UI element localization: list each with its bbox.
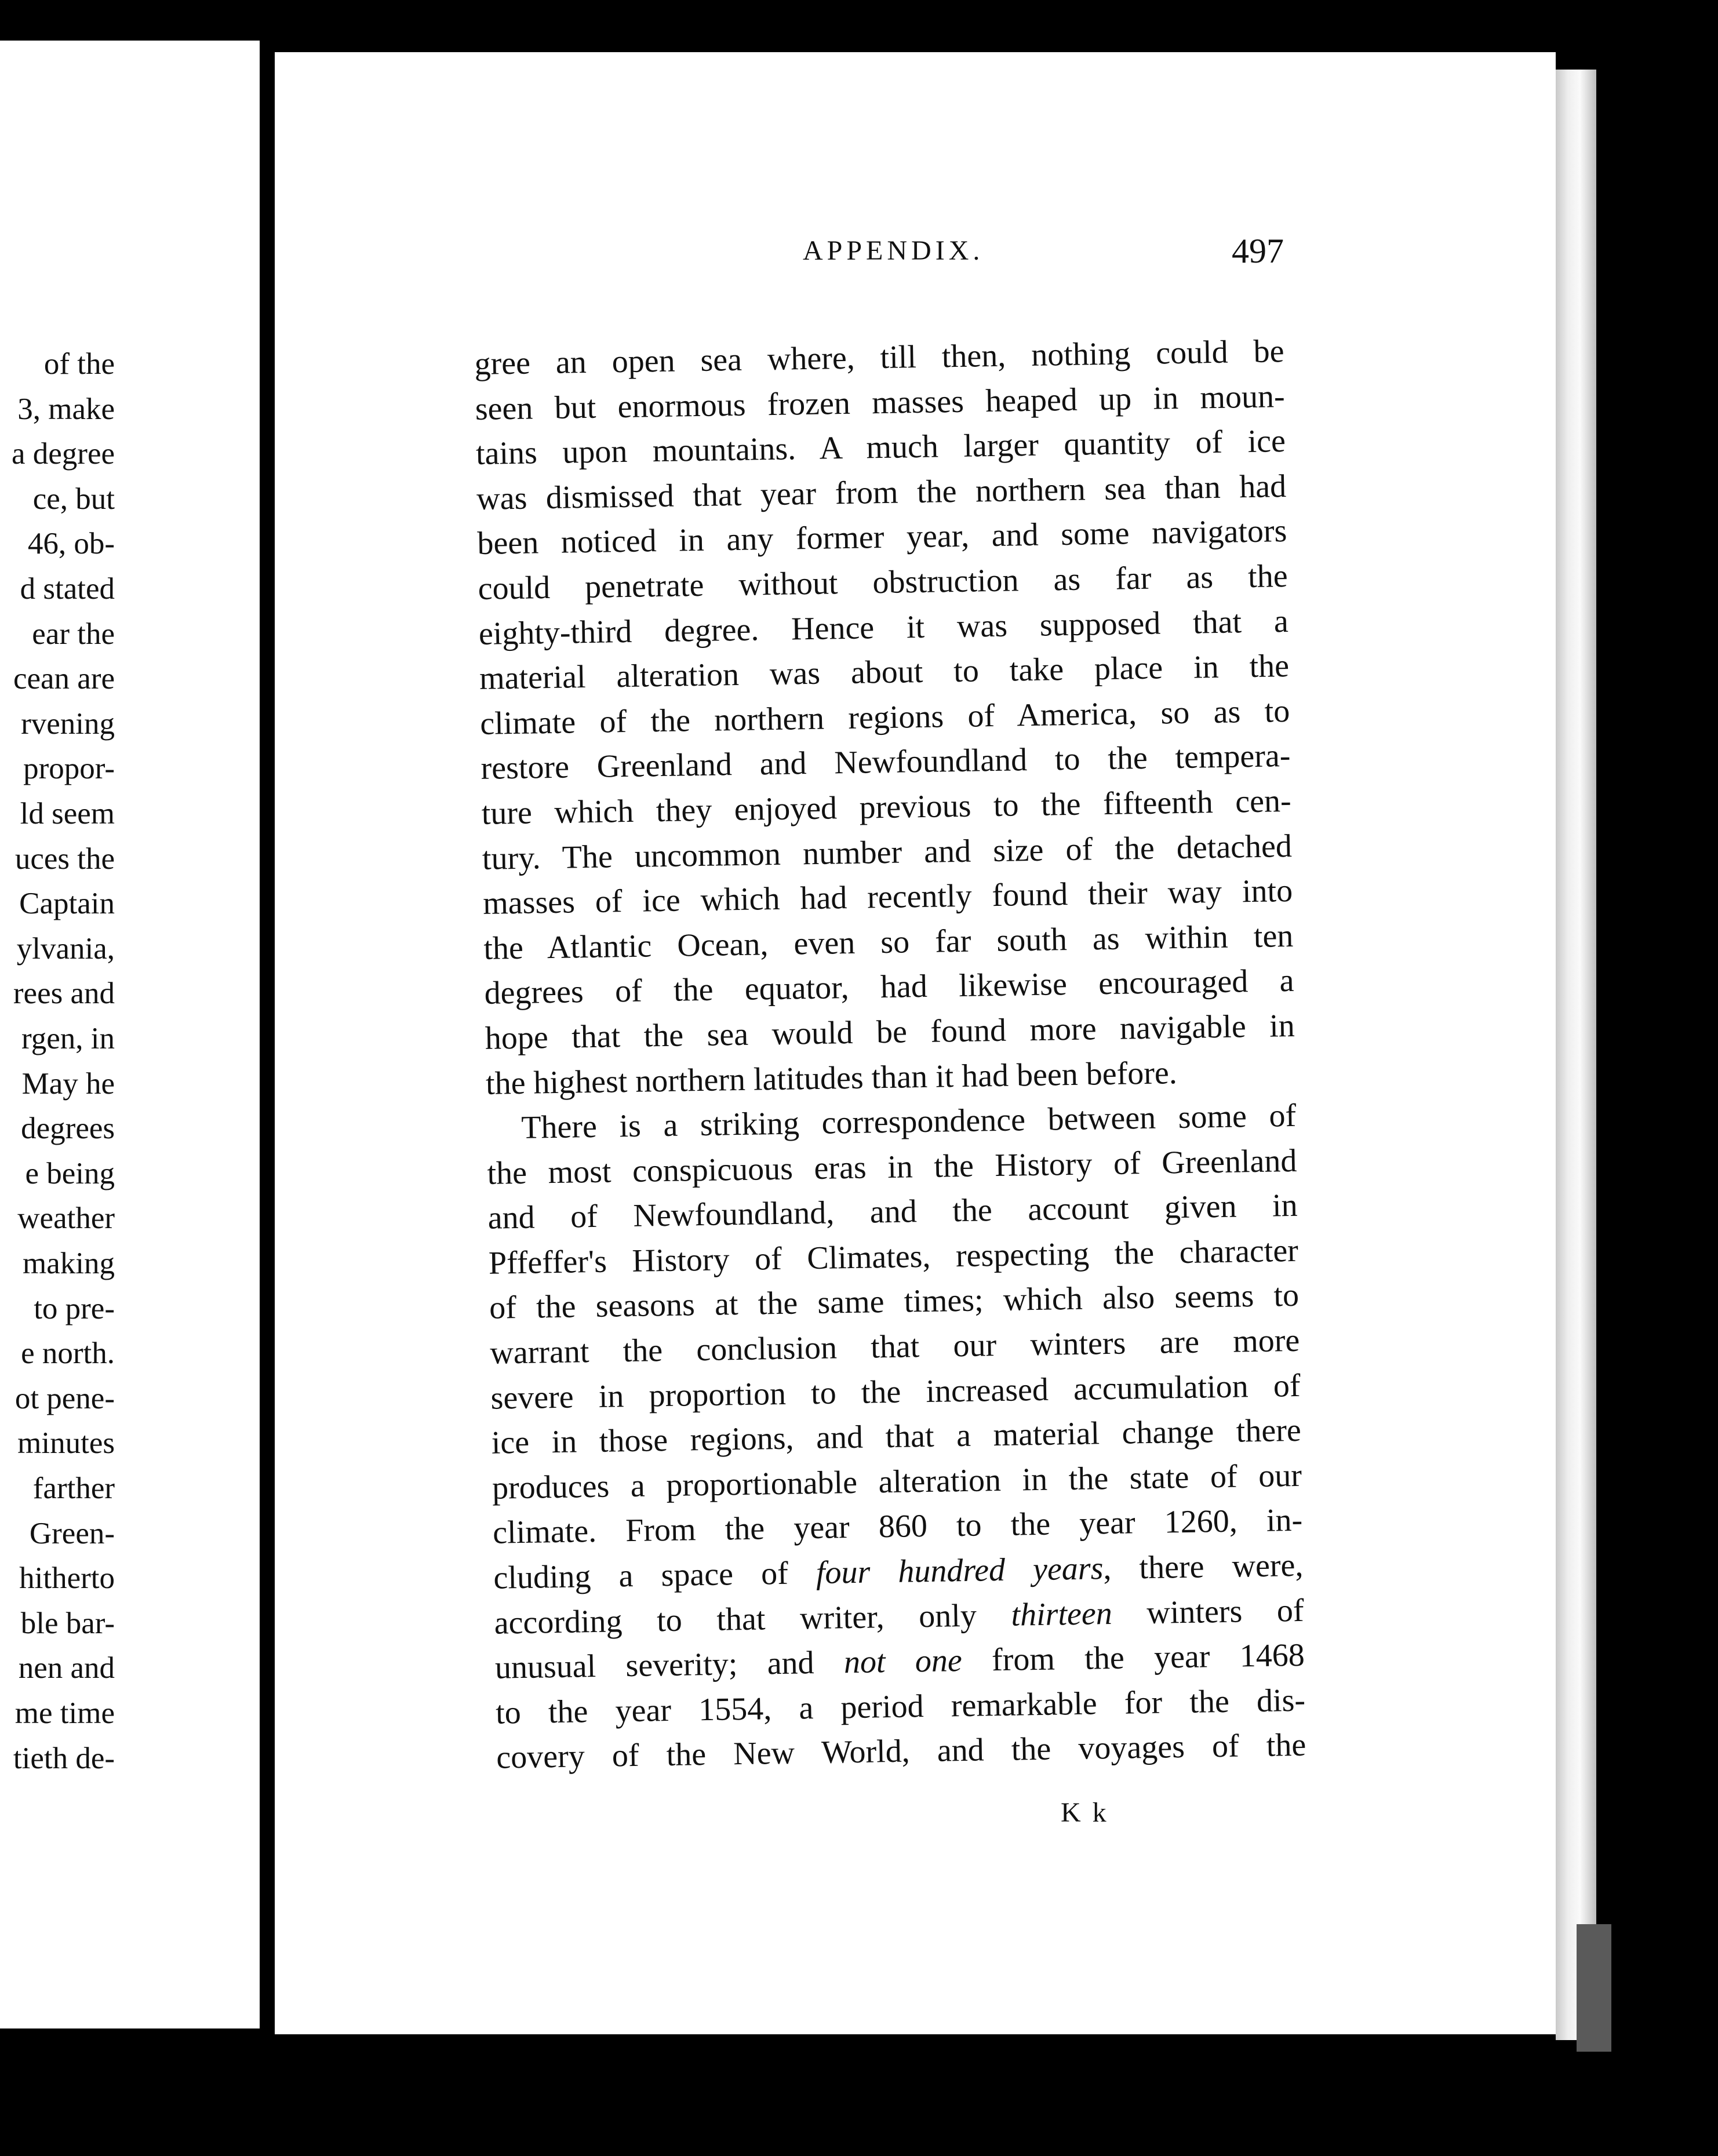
text-segment: Pffeffer's History of Climates, respecting the character [488, 1232, 1299, 1281]
text-segment: the Atlantic Ocean, even so far south as within ten [483, 917, 1294, 967]
text-segment: from the year 1468 [962, 1637, 1305, 1679]
left-page-line: farther [32, 1472, 115, 1505]
left-page-line: me time [14, 1696, 115, 1730]
text-segment: produces a proportionable alteration in the state of our [492, 1457, 1302, 1506]
text-segment: eighty-third degree. Hence it was supposed that a [478, 603, 1289, 652]
italic-phrase: not one [843, 1643, 963, 1681]
left-page-line: degrees [21, 1112, 115, 1146]
left-page-line: uces the [14, 842, 115, 876]
left-page-line: d stated [20, 572, 115, 606]
left-page-line: rvening [21, 706, 115, 741]
left-page-line: 3, make [17, 392, 115, 426]
italic-phrase: four hundred years [816, 1550, 1104, 1591]
left-page-line: hitherto [19, 1561, 115, 1596]
text-segment: climate. From the year 860 to the year 1260, in- [492, 1502, 1303, 1552]
text-segment: There is a striking correspondence between some of [521, 1097, 1297, 1146]
text-segment: hope that the sea would be found more navigable in [485, 1007, 1295, 1057]
left-page-line: ear the [32, 617, 115, 651]
left-page-line: ce, but [32, 482, 115, 516]
text-segment: winters of [1112, 1592, 1305, 1631]
left-page-line: e being [25, 1156, 115, 1190]
italic-phrase: thirteen [1011, 1595, 1113, 1633]
text-segment: tains upon mountains. A much larger quantity of ice [475, 423, 1286, 472]
text-segment: severe in proportion to the increased accumulation of [490, 1367, 1301, 1416]
text-segment: masses of ice which had recently found their way into [482, 873, 1293, 922]
text-segment: covery of the New World, and the voyages of the [496, 1727, 1306, 1776]
left-page-line: tieth de- [13, 1741, 115, 1775]
page-edge-shadow [1577, 1924, 1611, 2052]
signature-mark: K k [1061, 1797, 1109, 1828]
left-page-line: cean are [13, 662, 115, 696]
left-page-line: Green- [29, 1516, 115, 1550]
text-segment: was dismissed that year from the northern sea than had [476, 468, 1287, 517]
text-segment: the highest northern latitudes than it had been before. [485, 1054, 1178, 1102]
text-segment: been noticed in any former year, and some navigators [476, 513, 1287, 562]
body-text [474, 329, 1306, 1781]
text-segment: warrant the conclusion that our winters are more [489, 1322, 1300, 1371]
text-segment: , there were, [1102, 1547, 1304, 1587]
book-gutter [260, 46, 275, 2028]
left-page-line: weather [17, 1201, 115, 1236]
left-page-line: rees and [13, 977, 115, 1011]
left-page-line: ylvania, [16, 931, 115, 966]
running-head-title: APPENDIX. [803, 235, 984, 266]
left-page-line: ble bar- [20, 1606, 115, 1640]
text-segment: ture which they enjoyed previous to the fifteenth cen- [481, 782, 1292, 832]
text-segment: material alteration was about to take place in the [479, 648, 1290, 697]
text-segment: and of Newfoundland, and the account given in [487, 1188, 1298, 1237]
left-page-line: a degree [12, 437, 115, 471]
left-page-line: of the [43, 347, 115, 381]
text-segment: restore Greenland and Newfoundland to the tempera- [481, 738, 1291, 787]
left-page-line: Captain [19, 887, 115, 921]
text-segment: climate of the northern regions of America, so as to [479, 693, 1290, 742]
text-segment: unusual severity; and [494, 1644, 845, 1686]
text-segment: seen but enormous frozen masses heaped up in moun- [475, 378, 1286, 427]
left-page-line: nen and [18, 1651, 115, 1685]
left-page-line: making [23, 1247, 115, 1280]
left-page-line: e north. [21, 1336, 115, 1371]
text-segment: according to that writer, only [494, 1597, 1011, 1641]
text-segment: degrees of the equator, had likewise encouraged a [484, 963, 1294, 1012]
text-segment: of the seasons at the same times; which also seems to [489, 1277, 1300, 1327]
left-page-line: ld seem [20, 797, 115, 831]
left-page-fragment [0, 41, 260, 2028]
text-segment: could penetrate without obstruction as far as the [478, 558, 1288, 607]
left-page-line: May he [21, 1066, 115, 1101]
text-segment: gree an open sea where, till then, nothing could be [474, 333, 1284, 382]
left-page-line: propor- [23, 752, 115, 786]
left-page-line: ot pene- [14, 1381, 115, 1415]
text-segment: the most conspicuous eras in the History of Greenland [487, 1142, 1297, 1192]
text-segment: cluding a space of [493, 1555, 817, 1596]
left-page-line: to pre- [34, 1291, 115, 1325]
text-segment: ice in those regions, and that a material change there [491, 1412, 1302, 1462]
text-segment: tury. The uncommon number and size of the detached [482, 828, 1293, 877]
running-head [527, 231, 1284, 277]
left-page-line: 46, ob- [27, 527, 115, 561]
page-number: 497 [1232, 232, 1284, 270]
text-segment: to the year 1554, a period remarkable for the dis- [495, 1682, 1306, 1731]
left-page-line: minutes [17, 1426, 115, 1461]
left-page-line: rgen, in [21, 1022, 115, 1055]
page-edge [1556, 70, 1596, 2040]
